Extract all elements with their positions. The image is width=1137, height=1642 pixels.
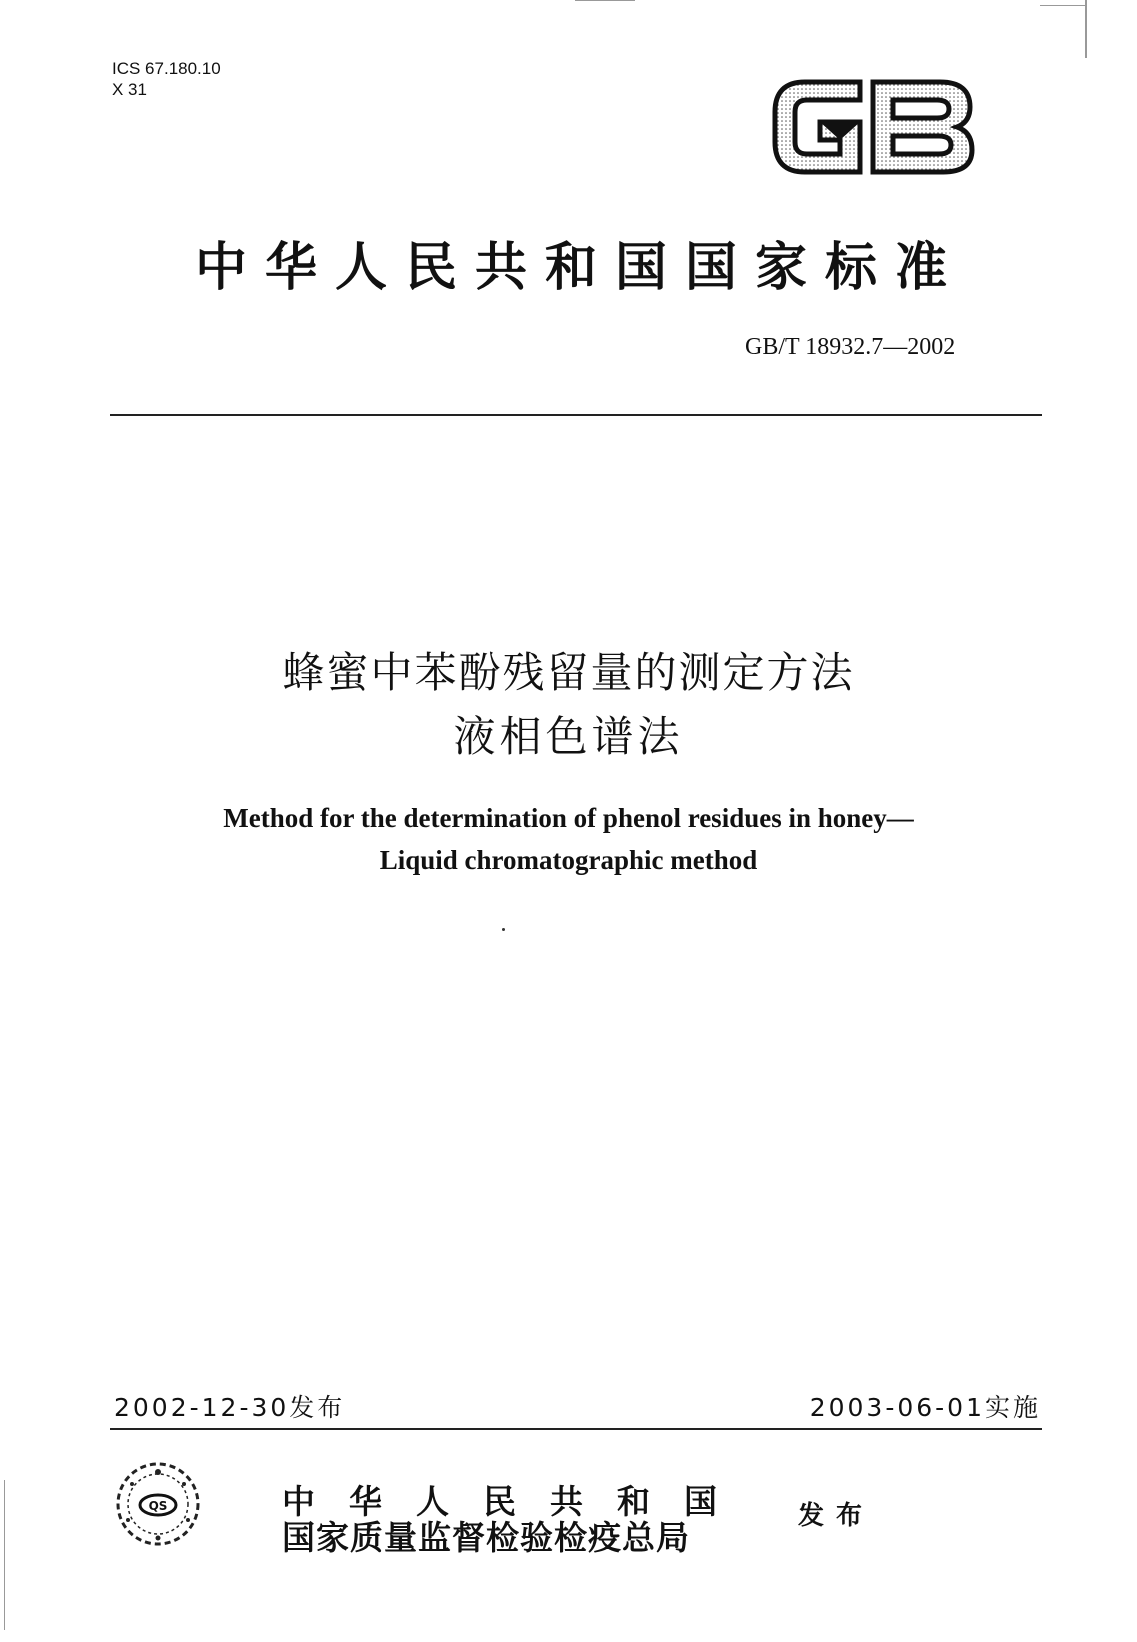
scan-edge-mark (1085, 0, 1087, 58)
gb-logo-icon (765, 72, 980, 182)
issuer-line-1: 中华人民共和国 (282, 1482, 751, 1521)
svg-text:QS: QS (148, 1499, 168, 1513)
publish-label: 发布 (798, 1501, 875, 1531)
chinese-title-line-1: 蜂蜜中苯酚残留量的测定方法 (282, 648, 855, 697)
chinese-title-line-2: 液相色谱法 (453, 712, 684, 761)
class-code: X 31 (112, 80, 147, 99)
english-title-line-2: Liquid chromatographic method (379, 845, 758, 875)
scan-edge-mark (1040, 5, 1086, 6)
english-title-line-1: Method for the determination of phenol residues in honey— (223, 803, 914, 833)
scan-edge-mark (4, 1480, 5, 1630)
official-seal-icon (112, 1458, 204, 1550)
issue-date: 2002-12-30发布 (114, 1393, 346, 1422)
national-standard-title: 中华人民共和国国家标准 (194, 238, 965, 298)
issuer-line-2: 国家质量监督检验检疫总局 (282, 1518, 690, 1557)
stray-dot (502, 928, 505, 931)
scan-edge-mark (575, 0, 635, 1)
header-divider (110, 414, 1042, 416)
standard-number: GB/T 18932.7—2002 (745, 334, 956, 360)
footer-divider (110, 1428, 1042, 1430)
ics-code: ICS 67.180.10 (112, 59, 221, 78)
implementation-date: 2003-06-01实施 (809, 1393, 1041, 1422)
classification-codes (112, 58, 221, 100)
